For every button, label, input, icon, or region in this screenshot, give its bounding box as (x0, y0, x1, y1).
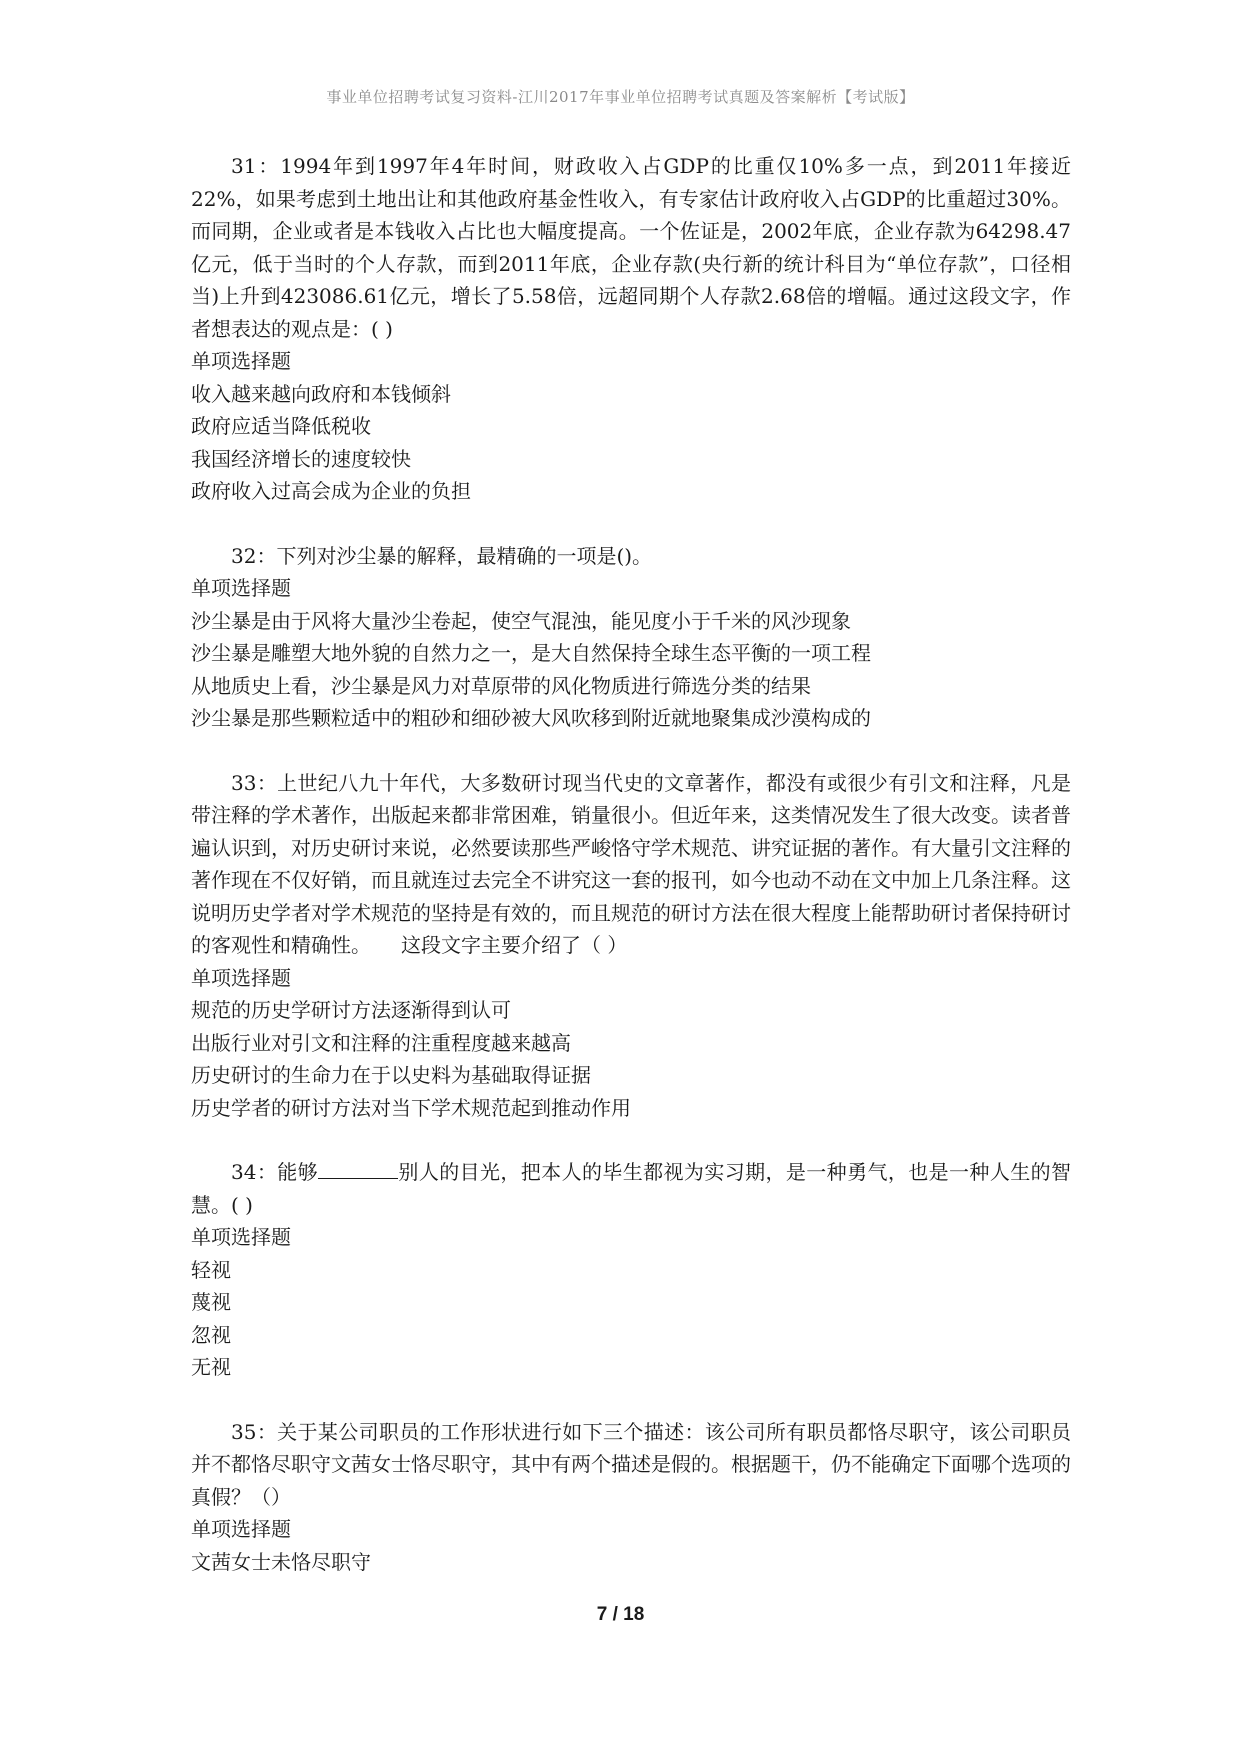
question-stem: 32：下列对沙尘暴的解释，最精确的一项是()。 (231, 543, 653, 568)
option: 沙尘暴是由于风将大量沙尘卷起，使空气混浊，能见度小于千米的风沙现象 (191, 608, 851, 633)
option: 沙尘暴是那些颗粒适中的粗砂和细砂被大风吹移到附近就地聚集成沙漠构成的 (191, 706, 871, 730)
option: 规范的历史学研讨方法逐渐得到认可 (191, 998, 511, 1022)
fill-in-blank (318, 1158, 398, 1179)
question-type: 单项选择题 (191, 1225, 291, 1249)
stem-after-blank: 别人的目光，把本人的毕生都视为实习期，是一种勇气，也是一种人生的智慧。( ) (191, 1160, 1072, 1217)
question-32 (191, 540, 1071, 735)
option: 文茜女士未恪尽职守 (191, 1549, 371, 1574)
question-type: 单项选择题 (191, 1517, 291, 1541)
question-type: 单项选择题 (191, 349, 291, 373)
option: 政府收入过高会成为企业的负担 (191, 479, 471, 503)
question-stem: 31：1994年到1997年4年时间，财政收入占GDP的比重仅10%多一点，到2011年接近22%，如果考虑到土地出让和其他政府基金性收入，有专家估计政府收入占GDP的比重超过30%。而同期，企业或者是本钱收入占比也大幅度提高。一个佐证是，2002年底，企业存款为64298.47亿元，低于当时的个人存款，而到2011年底，企业存款(央行新的统计科目为“单位存款”，口径相当)上升到423086.61亿元，增长了5.58倍，远超同期个人存款2.68倍的增幅。通过这段文字，作者想表达的观点是：( ) (191, 154, 1071, 341)
question-type: 单项选择题 (191, 576, 291, 600)
page-header: 事业单位招聘考试复习资料-江川2017年事业单位招聘考试真题及答案解析【考试版】 (326, 88, 915, 106)
option: 我国经济增长的速度较快 (191, 446, 411, 471)
option: 收入越来越向政府和本钱倾斜 (191, 381, 451, 406)
question-stem: 35：关于某公司职员的工作形状进行如下三个描述：该公司所有职员都恪尽职守，该公司职员并不都恪尽职守文茜女士恪尽职守，其中有两个描述是假的。根据题干，仍不能确定下面哪个选项的真假？（） (191, 1419, 1071, 1509)
question-35 (191, 1416, 1071, 1579)
question-33 (191, 767, 1071, 1125)
question-34 (191, 1156, 1071, 1384)
option: 政府应适当降低税收 (191, 414, 371, 438)
page-number: 7 / 18 (596, 1604, 645, 1625)
option: 轻视 (191, 1257, 231, 1282)
option: 蔑视 (191, 1290, 231, 1314)
document-body (191, 150, 1071, 1610)
question-type: 单项选择题 (191, 965, 291, 990)
option: 从地质史上看，沙尘暴是风力对草原带的风化物质进行筛选分类的结果 (191, 673, 811, 698)
option: 忽视 (191, 1322, 231, 1347)
stem-before-blank: 34：能够 (231, 1160, 319, 1184)
question-31 (191, 150, 1071, 508)
option: 沙尘暴是雕塑大地外貌的自然力之一，是大自然保持全球生态平衡的一项工程 (191, 641, 871, 665)
option: 无视 (191, 1355, 231, 1379)
option: 历史研讨的生命力在于以史料为基础取得证据 (191, 1063, 591, 1087)
option: 出版行业对引文和注释的注重程度越来越高 (191, 1030, 571, 1055)
question-stem (191, 1156, 1071, 1221)
option: 历史学者的研讨方法对当下学术规范起到推动作用 (191, 1095, 631, 1120)
question-stem: 33：上世纪八九十年代，大多数研讨现当代史的文章著作，都没有或很少有引文和注释，凡是带注释的学术著作，出版起来都非常困难，销量很小。但近年来，这类情况发生了很大改变。读者普遍认识到，对历史研讨来说，必然要读那些严峻恪守学术规范、讲究证据的著作。有大量引文注释的著作现在不仅好销，而且就连过去完全不讲究这一套的报刊，如今也动不动在文中加上几条注释。这说明历史学者对学术规范的坚持是有效的，而且规范的研讨方法在很大程度上能帮助研讨者保持研讨的客观性和精确性。 这段文字主要介绍了（ ） (191, 770, 1071, 957)
